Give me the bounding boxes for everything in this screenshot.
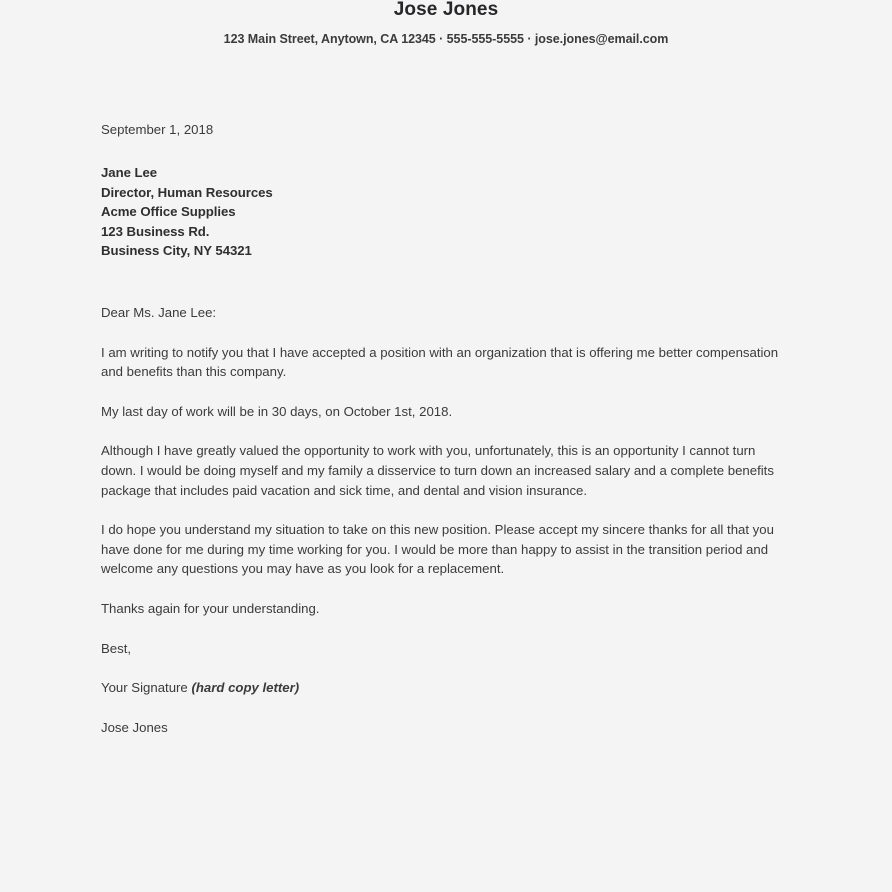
closing-salutation: Best, [101,640,132,656]
sender-contact-line: 123 Main Street, Anytown, CA 12345 · 555-555-5555 · jose.jones@email.com [223,32,669,46]
letter-date: September 1, 2018 [101,122,214,137]
recipient-city-state-zip: Business City, NY 54321 [101,243,252,259]
letter-body [101,120,783,737]
salutation: Dear Ms. Jane Lee: [101,304,217,320]
recipient-title: Director, Human Resources [101,184,273,200]
signature-note: (hard copy letter) [191,680,300,696]
signature-label: Your Signature [101,680,188,696]
recipient-name: Jane Lee [101,165,158,180]
signer-name: Jose Jones [101,719,168,735]
letterhead [0,0,892,47]
signature-line [101,678,783,698]
recipient-street: 123 Business Rd. [101,223,210,239]
body-paragraph-2: My last day of work will be in 30 days, on October 1st, 2018. [101,403,453,419]
sender-name: Jose Jones [393,0,499,20]
recipient-company: Acme Office Supplies [101,204,236,220]
recipient-address-block [101,163,783,261]
body-paragraph-5: Thanks again for your understanding. [101,600,320,616]
body-paragraph-3: Although I have greatly valued the opportunity to work with you, unfortunately, this is an opportunity I cannot turn down. I would be doing myself and my family a disservice to turn down an increased salary and a complete benefits package that includes paid vacation and sick time, and dental and vision insurance. [101,443,774,498]
body-paragraph-4: I do hope you understand my situation to take on this new position. Please accept my sincere thanks for all that you have done for me during my time working for you. I would be more than happy to assist in the transition period and welcome any questions you may have as you look for a replacement. [101,522,774,577]
body-paragraph-1: I am writing to notify you that I have accepted a position with an organization that is offering me better compensation and benefits than this company. [101,344,779,380]
